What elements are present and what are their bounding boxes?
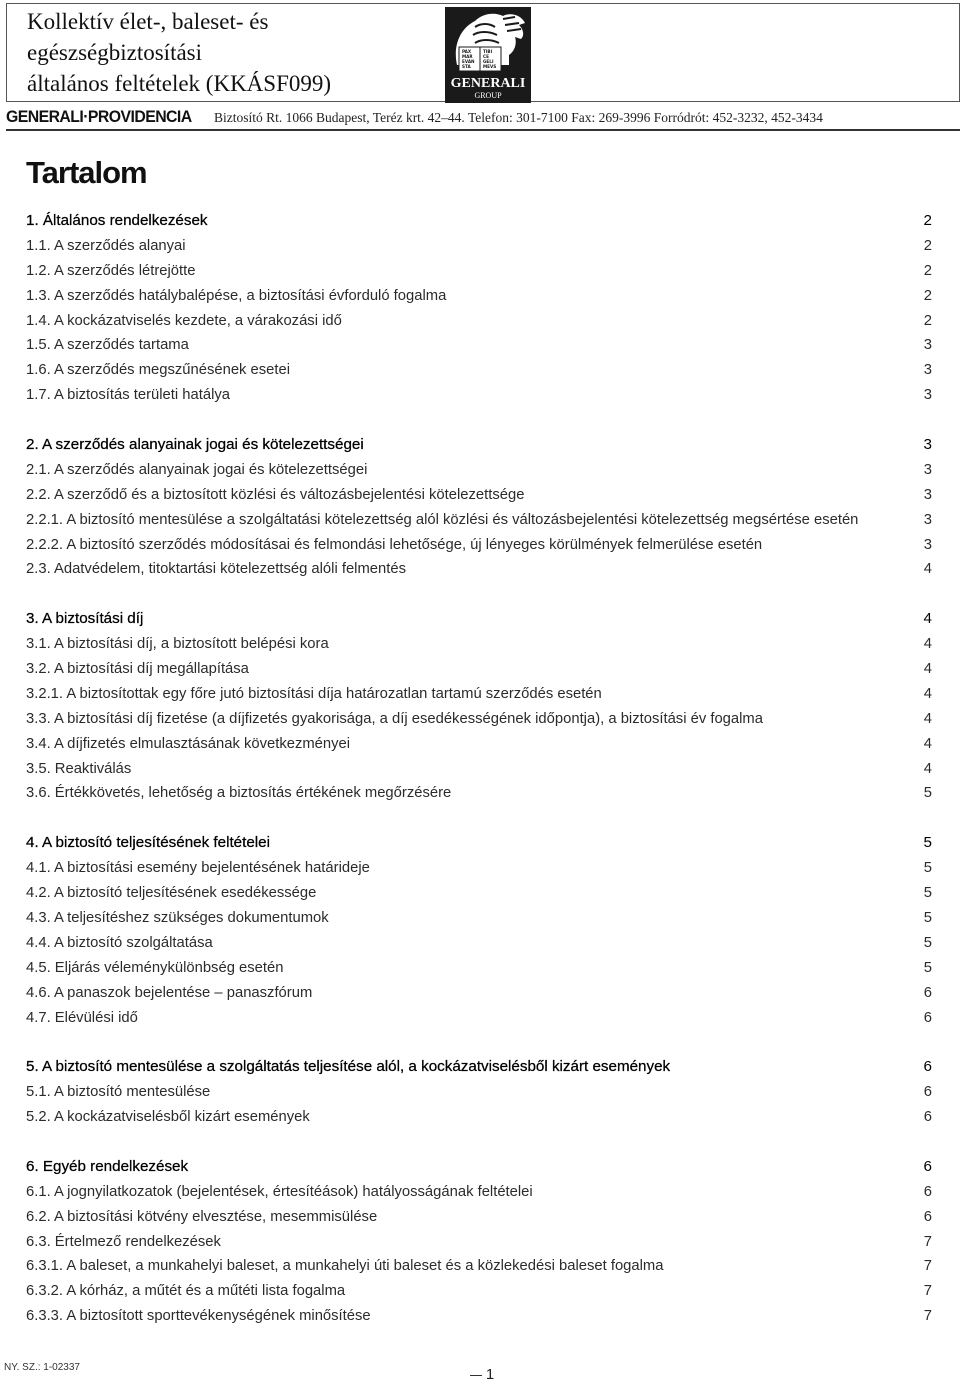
toc-entry[interactable]: [26, 259, 932, 284]
toc-entry[interactable]: [26, 309, 932, 334]
toc-entry-label: 6.3.1. A baleset, a munkahelyi baleset, a munkahelyi úti baleset és a közlekedési baleset fogalma: [26, 1258, 664, 1275]
toc-entry-label: 1.5. A szerződés tartama: [26, 337, 189, 354]
toc-entry[interactable]: [26, 632, 932, 657]
toc-page-number: 3: [923, 362, 932, 379]
toc-entry[interactable]: [26, 856, 932, 881]
toc-section-label: 2. A szerződés alanyainak jogai és kötelezettségei: [26, 436, 364, 454]
toc-entry-label: 4.3. A teljesítéshez szükséges dokumentumok: [26, 909, 329, 926]
toc-entry-label: 2.2.1. A biztosító mentesülése a szolgáltatási kötelezettség alól közlési és változásbejelentési kötelezettség megsértése esetén: [26, 511, 859, 528]
toc-entry[interactable]: [26, 1180, 932, 1205]
toc-entry-label: 3.4. A díjfizetés elmulasztásának következményei: [26, 735, 351, 752]
toc-entry[interactable]: [26, 358, 932, 383]
toc-entry[interactable]: [26, 1205, 932, 1230]
page-dash: [470, 1375, 482, 1376]
toc-entry[interactable]: [26, 458, 932, 483]
toc-section-label: 4. A biztosító teljesítésének feltételei: [26, 834, 270, 852]
toc-section[interactable]: [26, 1055, 932, 1080]
toc-section[interactable]: [26, 433, 932, 458]
toc-section-label: 1. Általános rendelkezések: [26, 212, 208, 229]
toc-entry-label: 4.1. A biztosítási esemény bejelentésének határideje: [26, 860, 370, 877]
book-text: CE: [483, 54, 489, 59]
toc-entry[interactable]: [26, 906, 932, 931]
toc-entry[interactable]: [26, 956, 932, 981]
toc-entry[interactable]: [26, 284, 932, 309]
toc-spacer: [26, 408, 932, 433]
toc-entry-label: 2.2.2. A biztosító szerződés módosításai és felmondási lehetősége, új lényeges körülmények felmerülése esetén: [26, 536, 763, 553]
toc-entry[interactable]: [26, 383, 932, 408]
toc-entry[interactable]: [26, 533, 932, 558]
toc-entry-label: 4.4. A biztosító szolgáltatása: [26, 934, 213, 951]
toc-page-number: 6: [923, 1058, 932, 1076]
toc-page-number: 7: [923, 1258, 932, 1275]
toc-page-number: 3: [923, 436, 932, 454]
toc-page-number: 5: [923, 860, 932, 877]
toc-page-number: 4: [923, 610, 932, 628]
toc-entry[interactable]: [26, 508, 932, 533]
toc-entry-label: 1.3. A szerződés hatálybalépése, a biztosítási évforduló fogalma: [26, 287, 447, 304]
toc-entry[interactable]: [26, 1279, 932, 1304]
toc-entry-label: 1.6. A szerződés megszűnésének esetei: [26, 362, 291, 379]
toc-entry[interactable]: [26, 1105, 932, 1130]
toc-entry-label: 3.2.1. A biztosítottak egy főre jutó biztosítási díja határozatlan tartamú szerződés esetén: [26, 685, 602, 702]
toc-entry[interactable]: [26, 707, 932, 732]
book-text: STA: [462, 64, 471, 69]
toc-entry[interactable]: [26, 981, 932, 1006]
toc-entry[interactable]: [26, 931, 932, 956]
toc-entry-label: 1.4. A kockázatviselés kezdete, a várakozási idő: [26, 312, 342, 329]
toc-entry-label: 1.1. A szerződés alanyai: [26, 237, 186, 254]
toc-entry-label: 6.1. A jognyilatkozatok (bejelentések, értesítéások) hatályosságának feltételei: [26, 1183, 533, 1200]
toc-page-number: 6: [923, 1208, 932, 1225]
toc-section[interactable]: [26, 831, 932, 856]
toc-page-number: 4: [923, 661, 932, 678]
toc-entry-label: 4.2. A biztosító teljesítésének esedékessége: [26, 885, 317, 902]
toc-entry-label: 6.3. Értelmező rendelkezések: [26, 1233, 221, 1250]
toc-page-number: 5: [923, 834, 932, 852]
toc-section[interactable]: [26, 209, 932, 234]
toc-entry-label: 3.6. Értékkövetés, lehetőség a biztosítás értékének megőrzésére: [26, 785, 452, 802]
page-number-value: 1: [485, 1366, 495, 1383]
toc-entry-label: 6.3.3. A biztosított sporttevékenységének minősítése: [26, 1308, 371, 1325]
toc-entry[interactable]: [26, 732, 932, 757]
header-divider: [6, 129, 960, 131]
toc-entry[interactable]: [26, 1304, 932, 1329]
toc-page-number: 3: [923, 461, 932, 478]
book-text: MEVS: [483, 64, 497, 69]
toc-page-number: 4: [923, 636, 932, 653]
toc-entry[interactable]: [26, 682, 932, 707]
toc-section-label: 3. A biztosítási díj: [26, 610, 144, 628]
toc-section-label: 5. A biztosító mentesülése a szolgáltatás teljesítése alól, a kockázatviselésből kizárt események: [26, 1058, 671, 1076]
toc-entry-label: 4.7. Elévülési idő: [26, 1009, 138, 1026]
toc-page-number: 3: [923, 486, 932, 503]
company-brand: GENERALI·PROVIDENCIA: [6, 107, 192, 126]
table-of-contents: [26, 209, 932, 1329]
toc-entry[interactable]: [26, 1006, 932, 1031]
toc-page-number: 2: [923, 262, 932, 279]
toc-entry-label: 3.3. A biztosítási díj fizetése (a díjfizetés gyakorisága, a díj esedékességének időpontja), a biztosítási év fogalma: [26, 710, 763, 727]
toc-page-number: 6: [923, 984, 932, 1001]
toc-entry[interactable]: [26, 1230, 932, 1255]
toc-spacer: [26, 582, 932, 607]
toc-page-number: 2: [923, 237, 932, 254]
toc-page-number: 6: [923, 1109, 932, 1126]
toc-title: Tartalom: [26, 155, 147, 190]
toc-entry[interactable]: [26, 234, 932, 259]
toc-page-number: 6: [923, 1009, 932, 1026]
toc-entry-label: 4.5. Eljárás véleménykülönbség esetén: [26, 959, 284, 976]
toc-entry[interactable]: [26, 757, 932, 782]
toc-spacer: [26, 806, 932, 831]
toc-spacer: [26, 1030, 932, 1055]
toc-page-number: 6: [923, 1183, 932, 1200]
company-line: [6, 106, 823, 129]
toc-page-number: 6: [923, 1157, 932, 1175]
toc-page-number: 4: [923, 685, 932, 702]
book-text: MAR: [462, 54, 473, 59]
toc-entry-label: 2.1. A szerződés alanyainak jogai és kötelezettségei: [26, 461, 368, 478]
generali-lion-logo: [445, 7, 531, 103]
toc-entry-label: 1.7. A biztosítás területi hatálya: [26, 387, 230, 404]
toc-entry-label: 5.1. A biztosító mentesülése: [26, 1084, 211, 1101]
toc-page-number: 5: [923, 785, 932, 802]
toc-entry[interactable]: [26, 657, 932, 682]
toc-entry[interactable]: [26, 1080, 932, 1105]
toc-page-number: 4: [923, 760, 932, 777]
book-text: EVAN: [462, 59, 475, 64]
book-text: GELI: [483, 59, 494, 64]
toc-page-number: 7: [923, 1283, 932, 1300]
toc-entry-label: 2.3. Adatvédelem, titoktartási kötelezettség alóli felmentés: [26, 561, 406, 578]
toc-page-number: 4: [923, 710, 932, 727]
toc-section[interactable]: [26, 1155, 932, 1180]
title-line: egészségbiztosítási: [27, 40, 203, 65]
toc-section[interactable]: [26, 607, 932, 632]
toc-page-number: 5: [923, 934, 932, 951]
toc-entry[interactable]: [26, 1254, 932, 1279]
document-code: NY. SZ.: 1-02337: [4, 1362, 80, 1373]
toc-page-number: 5: [923, 959, 932, 976]
toc-spacer: [26, 1130, 932, 1155]
document-title: [27, 6, 331, 99]
toc-page-number: 2: [923, 212, 932, 229]
toc-entry-label: 3.5. Reaktiválás: [26, 760, 132, 777]
toc-entry-label: 1.2. A szerződés létrejötte: [26, 262, 196, 279]
toc-page-number: 3: [923, 387, 932, 404]
toc-entry[interactable]: [26, 333, 932, 358]
toc-page-number: 4: [923, 735, 932, 752]
toc-page-number: 7: [923, 1308, 932, 1325]
toc-entry-label: 4.6. A panaszok bejelentése – panaszfórum: [26, 984, 313, 1001]
title-line: általános feltételek (KKÁSF099): [27, 71, 332, 96]
toc-page-number: 5: [923, 909, 932, 926]
toc-page-number: 6: [923, 1084, 932, 1101]
logo-subtext: GROUP: [474, 91, 502, 100]
toc-entry-label: 6.2. A biztosítási kötvény elvesztése, mesemmisülése: [26, 1208, 378, 1225]
toc-entry[interactable]: [26, 781, 932, 806]
header-box: [6, 3, 960, 102]
toc-entry[interactable]: [26, 483, 932, 508]
company-details: Biztosító Rt. 1066 Budapest, Teréz krt. 42–44. Telefon: 301-7100 Fax: 269-3996 Forródrót: 452-3232, 452-3434: [214, 110, 823, 125]
toc-page-number: 3: [923, 511, 932, 528]
toc-entry-label: 3.1. A biztosítási díj, a biztosított belépési kora: [26, 636, 329, 653]
toc-page-number: 3: [923, 337, 932, 354]
toc-entry[interactable]: [26, 557, 932, 582]
book-text: PAX: [462, 49, 472, 54]
toc-entry-label: 5.2. A kockázatviselésből kizárt események: [26, 1109, 310, 1126]
toc-page-number: 2: [923, 287, 932, 304]
toc-page-number: 4: [923, 561, 932, 578]
toc-page-number: 3: [923, 536, 932, 553]
toc-entry-label: 3.2. A biztosítási díj megállapítása: [26, 661, 249, 678]
logo-wordmark: GENERALI: [450, 76, 526, 91]
page-number: [0, 1365, 960, 1385]
toc-entry-label: 6.3.2. A kórház, a műtét és a műtéti lista fogalma: [26, 1283, 346, 1300]
toc-page-number: 7: [923, 1233, 932, 1250]
book-text: TIBI: [483, 49, 493, 54]
toc-page-number: 5: [923, 885, 932, 902]
toc-entry[interactable]: [26, 881, 932, 906]
toc-entry-label: 2.2. A szerződő és a biztosított közlési és változásbejelentési kötelezettsége: [26, 486, 525, 503]
title-line: Kollektív élet-, baleset- és: [27, 9, 269, 34]
toc-page-number: 2: [923, 312, 932, 329]
toc-section-label: 6. Egyéb rendelkezések: [26, 1157, 189, 1175]
